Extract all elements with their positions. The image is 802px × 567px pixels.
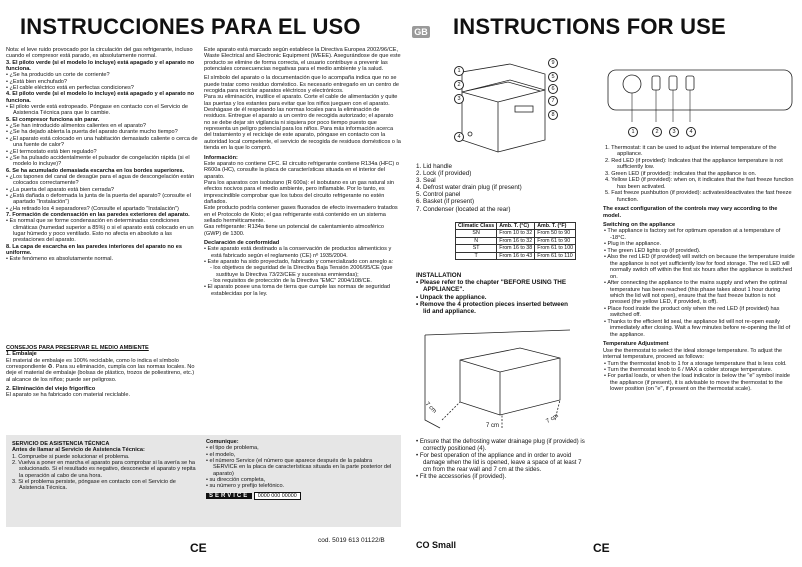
freezer-diagram	[450, 62, 560, 157]
climate-cell: SN	[456, 230, 497, 237]
comunique-item: • su dirección completa,	[206, 477, 266, 484]
installation-section	[416, 272, 576, 315]
climate-row	[456, 230, 576, 237]
controls-paragraph: • Turn the thermostat knob to 6 / MAX a colder storage temperature.	[604, 366, 773, 373]
diagram-callout: 7	[548, 96, 558, 106]
parts-list-item: 2. Lock (if provided)	[416, 170, 472, 178]
diagram-callout: 1	[454, 66, 464, 76]
comunique-item: • el tipo de problema,	[206, 445, 259, 452]
ce-mark-right: CE	[593, 541, 610, 555]
troubleshooting-paragraph: 5. El compresor funciona sin parar.	[6, 116, 100, 123]
positioning-note: • Ensure that the defrosting water drainage plug (if provided) is correctly positioned (4).	[416, 438, 585, 453]
comunique-item: • el modelo,	[206, 451, 236, 458]
troubleshooting-paragraph: • ¿Se ha producido un corte de corriente?	[6, 72, 110, 79]
diagram-callout: 8	[548, 110, 558, 120]
troubleshooting-paragraph: 6. Se ha acumulado demasiada escarcha en los bordes superiores.	[6, 167, 185, 174]
controls-paragraph: 1. Thermostat: it can be used to adjust the internal temperature of the appliance.	[605, 145, 777, 158]
service-left	[12, 441, 197, 492]
troubleshooting-paragraph: • ¿Está bien enchufado?	[6, 78, 68, 85]
controls-paragraph: • Turn the thermostat knob to 1 for a storage temperature that is less cold.	[604, 360, 787, 367]
climate-cell: ST	[456, 245, 497, 252]
installation-step: • Unpack the appliance.	[416, 293, 487, 301]
climate-cell: From 61 to 110	[535, 252, 576, 259]
climate-cell: From 61 to 90	[535, 237, 576, 244]
weee-paragraph: • El aparato posee una toma de tierra que cumple las normas de seguridad establecidas por la ley.	[204, 284, 391, 297]
troubleshooting-paragraph: 7. Formación de condensación en las paredes exteriores del aparato.	[6, 211, 190, 218]
dim-label-1: 7 cm	[423, 401, 438, 415]
controls-paragraph: • For partial loads, or when the load indicator is below the "e" symbol inside the appliance (if present), it is advisable to move the thermostat to the lower position (on "e", if present on the thermostat scale).	[604, 373, 790, 393]
freezer-body	[462, 80, 545, 152]
controls-paragraph: 2. Red LED (if provided): Indicates that the appliance temperature is not sufficiently low.	[605, 157, 783, 171]
controls-paragraph: • Also the red LED (if provided) will switch on because the temperature inside the appliance is not yet sufficiently low for food storage. The red LED will normally switch off within the first six hours after the appliance is switched on.	[604, 254, 795, 280]
panel-callout: 4	[686, 127, 696, 137]
troubleshooting-paragraph: • ¿El cable eléctrico está en perfectas condiciones?	[6, 85, 134, 92]
yellow-led	[686, 76, 694, 90]
weee-paragraph: Gas refrigerante: R134a tiene un potencial de calentamiento atmosférico (GWP) de 1300.	[204, 224, 385, 237]
comunique-item: • su número y prefijo telefónico.	[206, 483, 285, 490]
control-panel-shape	[515, 106, 533, 112]
service-subtitle: Antes de llamar al Servicio de Asistencia Técnica:	[12, 447, 145, 454]
controls-column	[603, 145, 795, 393]
weee-paragraph: Este aparato está marcado según establece la Directiva Europea 2002/96/CE, Waste Electrical and Electronic Equipment (WEEE). Asegurándose de que este producto se elimine de forma correcta, el usuario contribuye a prevenir las potenciales consecuencias negativas para el medio ambiente y la salud.	[204, 47, 401, 73]
climate-cell: From 16 to 32	[497, 237, 535, 244]
panel-callout: 1	[628, 127, 638, 137]
thermostat-knob	[623, 75, 641, 93]
troubleshooting-paragraph: • Es normal que se forme condensación en determinadas condiciones climáticas (humedad superior a 85%) o si el aparato está colocado en un lugar húmedo y poco ventilado. Esto no afecta en absoluto a las prestaciones del aparato.	[6, 218, 194, 244]
diagram-callout: 3	[454, 94, 464, 104]
controls-paragraph: • Place food inside the product only when the red LED (if provided) has switched off.	[604, 305, 780, 319]
weee-paragraph: • Este aparato está destinado a la conservación de productos alimenticios y está fabricado según el reglamento (CE) nº 1935/2004.	[204, 246, 392, 259]
weee-paragraph: Declaración de conformidad	[204, 239, 280, 246]
weee-column	[204, 47, 401, 297]
weee-paragraph: El símbolo del aparato o la documentación que lo acompaña indica que no se puede tratar como residuo doméstico. Es necesario entregarlo en un centro de recogida para reciclar aparatos eléctricos y electrónicos.	[204, 75, 399, 95]
controls-paragraph: 4. Yellow LED (if provided): when on, it indicates that the fast freeze function has been activated.	[605, 177, 794, 190]
parts-list-item: 6. Basket (if present)	[416, 198, 475, 206]
controls-paragraph: • Thanks to the efficient lid seal, the appliance lid will not re-open easily immediately after closing. Wait a few minutes before re-opening the lid of the appliance.	[604, 318, 791, 338]
climate-header: Amb. T. (°F)	[535, 223, 576, 230]
service-code: 0000 000 00000	[254, 492, 301, 500]
drain-plug-shape	[468, 132, 472, 136]
panel-callout: 3	[669, 127, 679, 137]
packaging-text: El material de embalaje es 100% reciclable, como lo indica el símbolo correspondiente ♻. Para su eliminación, cumpla con las normas locales. No deje el material de embalaje (bolsas de plástico, trozos de poliestireno, etc.) al alcance de los niños; puede ser peligroso.	[6, 357, 195, 383]
climate-cell: T	[456, 252, 497, 259]
panel-callout: 2	[652, 127, 662, 137]
troubleshooting-paragraph: Nota: el leve ruido provocado por la circulación del gas refrigerante, incluso cuando el compresor está parado, es absolutamente normal.	[6, 47, 193, 60]
controls-paragraph: • The green LED lights up (if provided).	[604, 247, 701, 254]
climate-header: Amb. T. (°C)	[497, 223, 535, 230]
climate-table	[455, 222, 576, 260]
climate-cell: From 16 to 43	[497, 252, 535, 259]
weee-paragraph: - los requisitos de protección de la Directiva "EMC" 2004/108/CE.	[210, 278, 372, 285]
parts-list-item: 4. Defrost water drain plug (if present)	[416, 184, 522, 192]
installation-step: • Remove the 4 protection pieces inserted between lid and appliance.	[416, 300, 568, 316]
title-en: INSTRUCTIONS FOR USE	[453, 14, 726, 39]
packaging-heading: 1. Embalaje	[6, 351, 37, 358]
environment-section	[6, 345, 199, 399]
climate-row	[456, 245, 576, 252]
environment-title: CONSEJOS PARA PRESERVAR EL MEDIO AMBIENTE	[6, 345, 149, 351]
troubleshooting-paragraph: • ¿El termostato está bien regulado?	[6, 148, 97, 155]
diagram-callout: 2	[454, 80, 464, 90]
document-code: cod. 5019 613 01122/B	[318, 537, 385, 544]
troubleshooting-paragraph: • ¿Se ha dejado abierta la puerta del aparato durante mucho tiempo?	[6, 129, 178, 136]
troubleshooting-paragraph: 4. El piloto verde (si el modelo lo incluye) está apagado y el aparato no funciona.	[6, 91, 195, 104]
controls-paragraph: Use the thermostat to select the ideal storage temperature. To adjust the internal temperature, proceed as follows:	[603, 347, 782, 361]
climate-row	[456, 252, 576, 259]
diagram-callout: 9	[548, 58, 558, 68]
service-step: 2. Vuelva a poner en marcha el aparato para comprobar si la avería se ha solucionado. Si el resultado es negativo, desconecte el aparato y repita la operación al cabo de una hora.	[12, 460, 196, 479]
weee-paragraph: Para los aparatos con isobutano (R 600a): el isobutano es un gas natural sin efectos nocivos para el medio ambiente, pero inflamable. Por lo tanto, es imprescindible comprobar que los tubos del circuito refrigerante no estén dañados.	[204, 179, 394, 205]
troubleshooting-paragraph: • ¿Se ha pulsado accidentalmente el pulsador de congelación rápida (si el modelo lo incluye)?	[6, 154, 190, 168]
troubleshooting-paragraph: • ¿Está dañada o deformada la junta de la puerta del aparato? (consulte el apartado "Instalación")	[6, 192, 191, 206]
climate-cell: N	[456, 237, 497, 244]
weee-paragraph: Este aparato no contiene CFC. El circuito refrigerante contiene R134a (HFC) o R600a (HC), consulte la placa de características situada en el interior del aparato.	[204, 160, 399, 180]
disposal-text: El aparato se ha fabricado con material reciclable.	[6, 392, 131, 399]
controls-paragraph: • After connecting the appliance to the mains supply and when the optimal temperature has been reached (this phase takes about 1 hour during which the lid will not open), ensure that the fast freeze button is not pressed (the yellow LED, if provided, is off).	[604, 280, 787, 306]
climate-cell: From 50 to 90	[535, 230, 576, 237]
troubleshooting-paragraph: • ¿El aparato está colocado en una habitación demasiado caliente o cerca de una fuente de calor?	[6, 135, 198, 149]
controls-paragraph: 3. Green LED (if provided): indicates that the appliance is on.	[605, 170, 757, 177]
climate-cell: From 16 to 38	[497, 245, 535, 252]
disposal-heading: 2. Eliminación del viejo frigorífico	[6, 386, 96, 393]
controls-paragraph: • The appliance is factory set for optimum operation at a temperature of -18°C.	[604, 228, 781, 241]
weee-paragraph: • Este aparato ha sido proyectado, fabricado y comercializado con arreglo a:	[204, 259, 394, 265]
climate-row	[456, 237, 576, 244]
troubleshooting-paragraph: • ¿La puerta del aparato está bien cerrada?	[6, 186, 114, 193]
diagram-callout: 6	[548, 84, 558, 94]
controls-paragraph: Switching on the appliance	[603, 221, 676, 228]
troubleshooting-paragraph: • ¿Ha retirado los 4 separadores? (Consulte el apartado "Instalación")	[6, 205, 179, 212]
troubleshooting-paragraph: 8. La capa de escarcha en las paredes interiores del aparato no es uniforme.	[6, 243, 182, 256]
troubleshooting-paragraph: 3. El piloto verde (si el modelo lo incluye) está apagado y el aparato no funciona.	[6, 59, 195, 73]
freezer-lid	[462, 64, 545, 92]
dim-label-3: 7 cm	[545, 413, 560, 425]
service-title: SERVICIO DE ASISTENCIA TÉCNICA	[12, 441, 110, 447]
parts-list-item: 7. Condenser (located at the rear)	[416, 205, 511, 213]
weee-paragraph: - los objetivos de seguridad de la Directiva Baja Tensión 2006/95/CE (que sustituye la Directiva 73/23/CEE y sucesivas enmiendas);	[210, 265, 393, 278]
weee-paragraph: Información:	[204, 154, 238, 161]
climate-cell: From 10 to 32	[497, 230, 535, 237]
controls-paragraph: • Plug in the appliance.	[604, 241, 662, 248]
troubleshooting-paragraph: • ¿Se han introducido alimentos calientes en el aparato?	[6, 123, 147, 130]
parts-list-item: 5. Control panel	[416, 191, 461, 199]
service-label: SERVICE	[206, 493, 252, 499]
installation-title: INSTALLATION	[416, 272, 462, 279]
troubleshooting-column	[6, 47, 199, 263]
model-name: CO Small	[416, 540, 457, 550]
dim-label-2: 7 cm	[486, 423, 500, 429]
weee-paragraph: Este producto podría contener gases fluorados de efecto invernadero tratados en el Protocolo de Kioto; el gas refrigerante está contenido en un sistema sellado herméticamente.	[204, 205, 398, 224]
red-led	[652, 76, 660, 90]
troubleshooting-paragraph: • Este fenómeno es absolutamente normal.	[6, 256, 114, 263]
title-es: INSTRUCCIONES PARA EL USO	[20, 14, 361, 39]
climate-cell: From 61 to 100	[535, 245, 576, 252]
positioning-notes	[416, 438, 586, 481]
parts-list-item: 1. Lid handle	[416, 163, 453, 170]
positioning-note: • For best operation of the appliance and in order to avoid damage when the lid is opened, leave a space of at least 7 cm from the rear wall and 7 cm at the sides.	[416, 452, 582, 474]
parts-list-item: 3. Seal	[416, 177, 436, 185]
comunique-item: • el número Service (el número que aparece después de la palabra SERVICE en la placa de características situada en la parte posterior del aparato)	[206, 458, 392, 477]
service-step: 3. Si el problema persiste, póngase en contacto con el Servicio de Asistencia Técnica.	[12, 479, 176, 492]
troubleshooting-paragraph: • El piloto verde está estropeado. Póngase en contacto con el Servicio de Asistencia Técnica para que lo cambie.	[6, 104, 189, 117]
installation-step: • Please refer to the chapter "BEFORE USING THE APPLIANCE".	[416, 279, 567, 294]
controls-paragraph: Temperature Adjustment	[603, 341, 669, 348]
positioning-note: • Fit the accessories (if provided).	[416, 473, 507, 481]
troubleshooting-paragraph: • ¿Los tapones del canal de desagüe para el agua de descongelación están colocados correctamente?	[6, 173, 195, 187]
ce-mark-left: CE	[190, 541, 207, 555]
freezer-top-view	[460, 348, 560, 415]
language-badge: GB	[412, 26, 430, 38]
parts-list	[416, 163, 576, 213]
climate-header: Climatic Class	[456, 223, 497, 230]
diagram-callout: 4	[454, 132, 464, 142]
service-label-row	[206, 492, 396, 500]
controls-paragraph: The exact configuration of the controls may vary according to the model.	[603, 206, 778, 219]
service-step: 1. Compruebe si puede solucionar el problema.	[12, 453, 130, 460]
controls-paragraph: 5. Fast freeze pushbutton (if provided): activates/deactivates the fast freeze function.	[605, 190, 792, 203]
diagram-callout: 5	[548, 72, 558, 82]
service-right	[206, 439, 396, 500]
weee-paragraph: Deshágase de él respetando las normas locales para la eliminación de residuos. Entregue el aparato a un centro de recogida autorizado; el aparato no se debe dejar sin vigilancia ni siquiera por poco tiempo puesto que representa un peligro potencial para los niños. Para más información acerca del tratamiento y el reciclaje de este aparato, póngase en contacto con la autoridad local competente, el servicio de recogida de residuos domésticos o la tienda en la que lo compró.	[204, 107, 401, 152]
weee-paragraph: Para su eliminación, inutilice el aparato. Corte el cable de alimentación y quite las puertas y los estantes para evitar que los niños jueguen con el aparato.	[204, 94, 398, 107]
comunique-title: Comunique:	[206, 439, 239, 445]
green-led	[669, 76, 677, 90]
